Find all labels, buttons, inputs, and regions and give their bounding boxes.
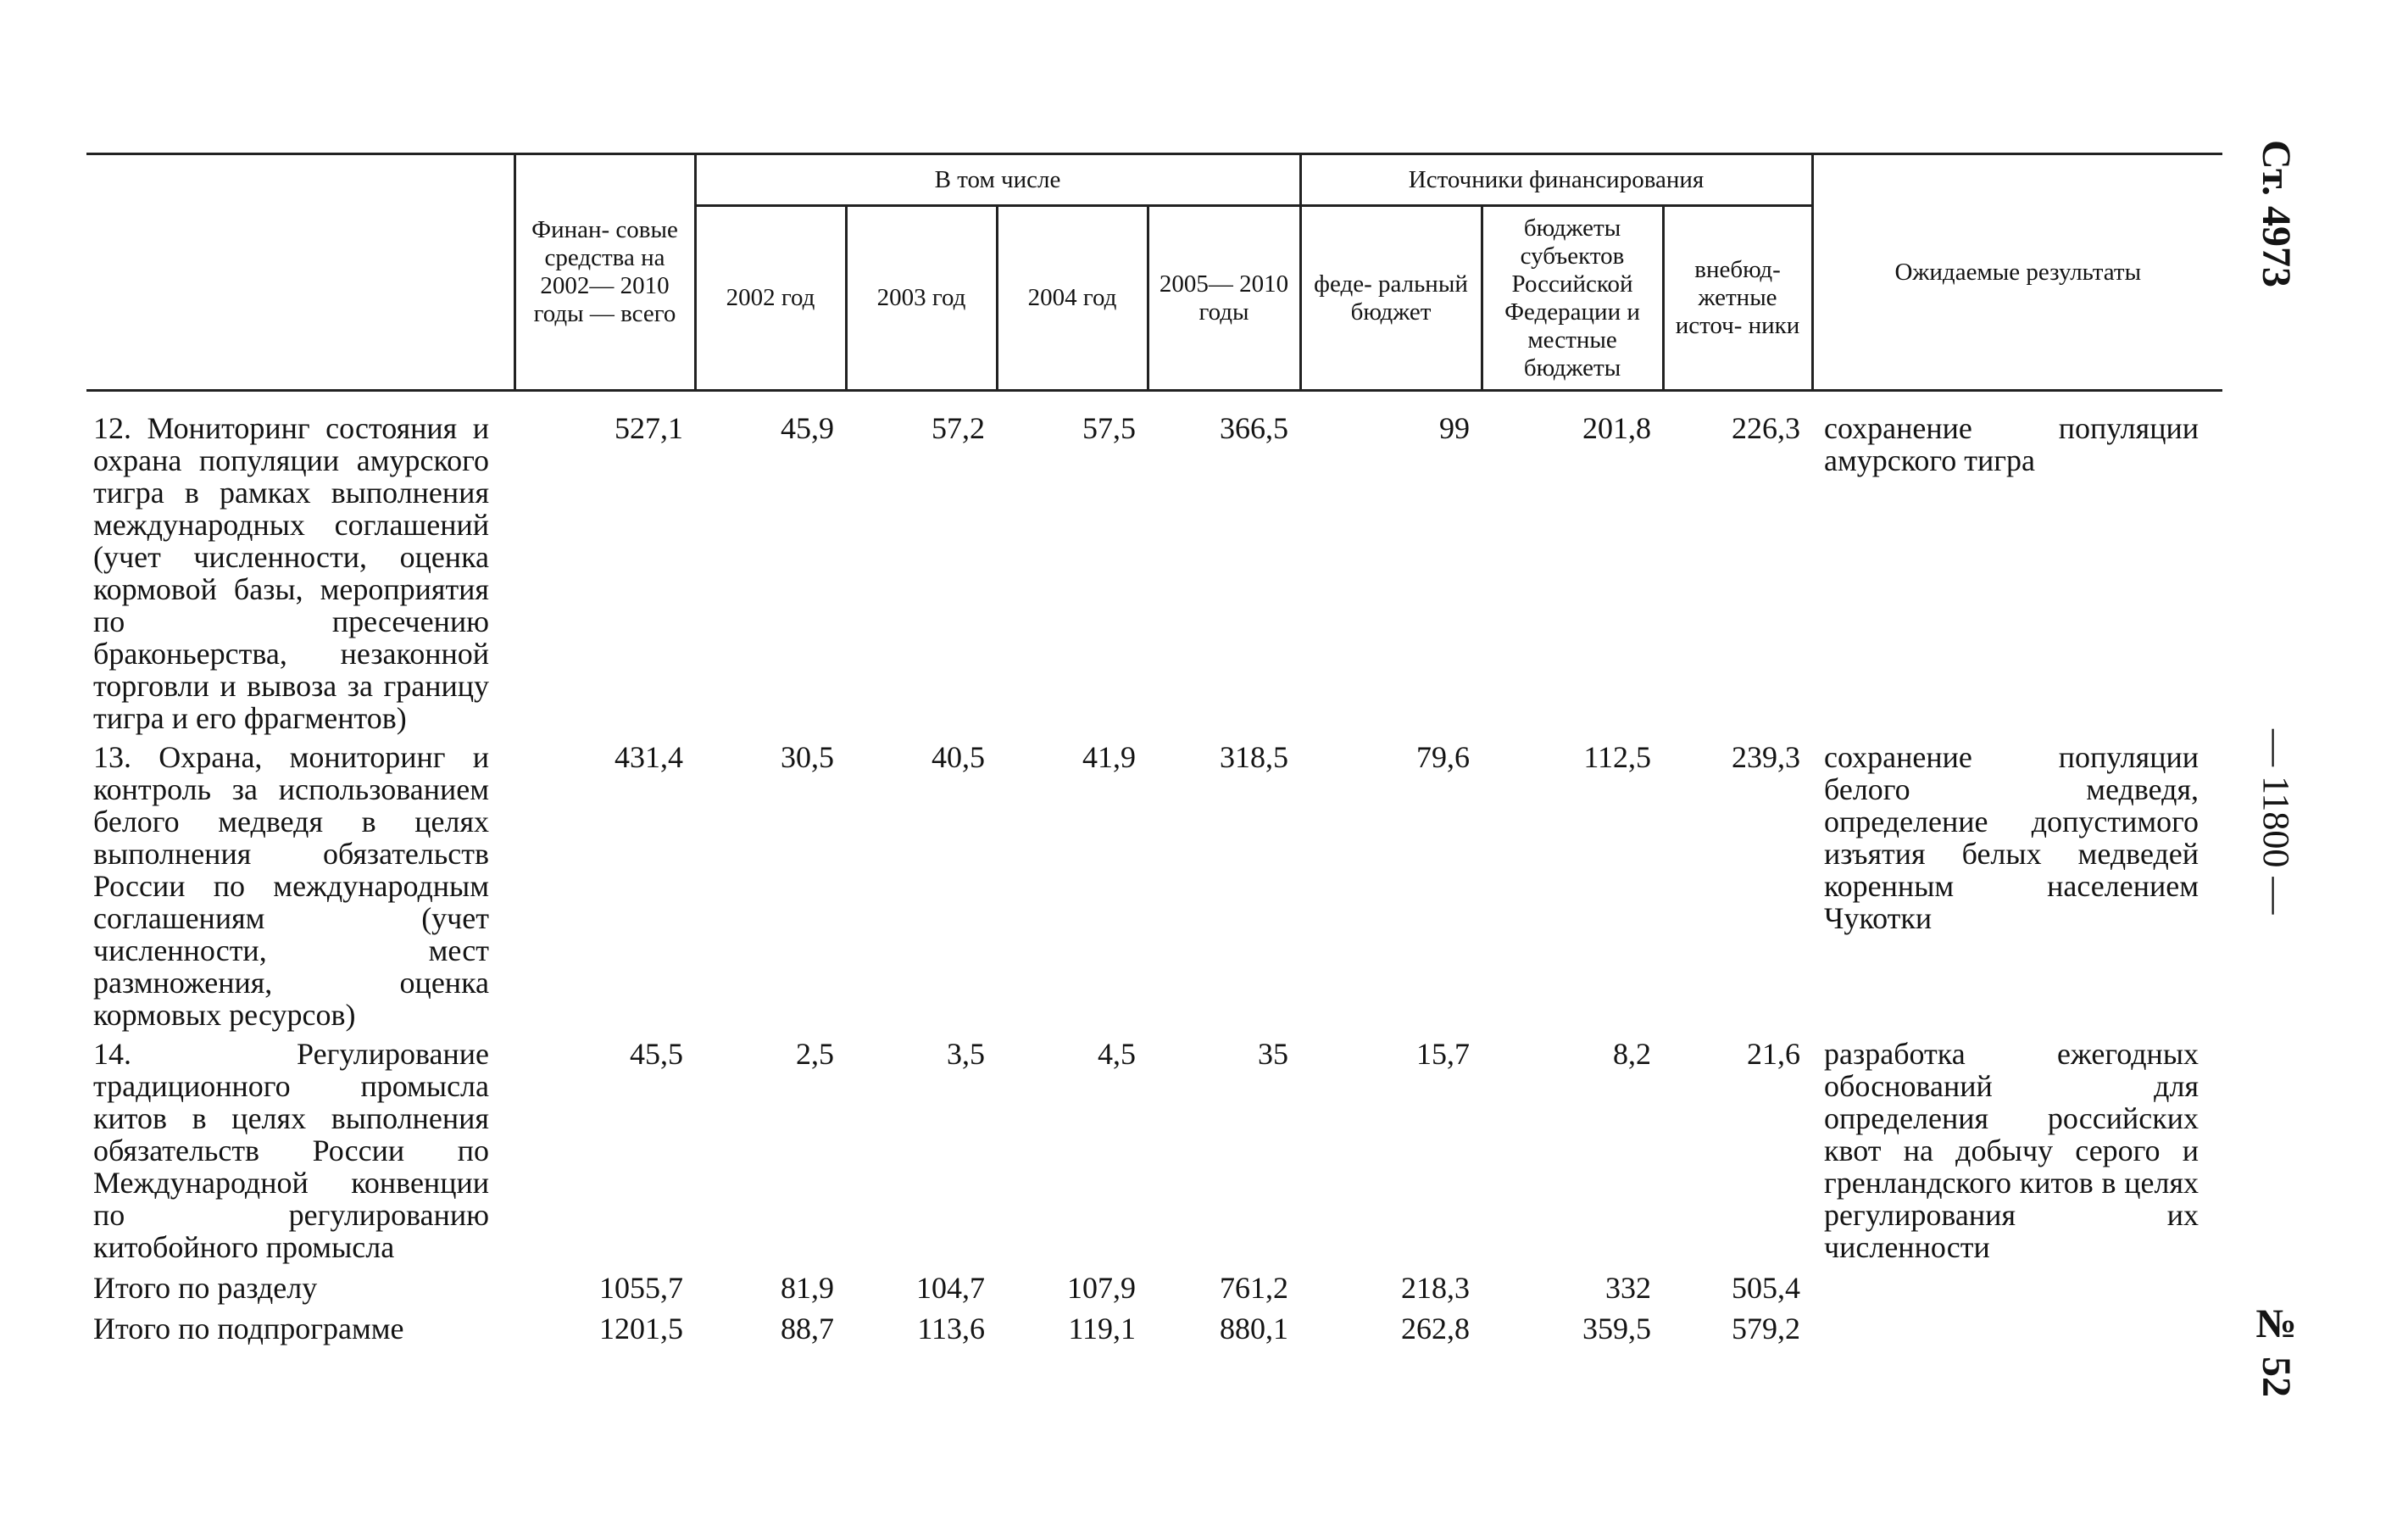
cell-2003: 57,2	[932, 411, 985, 445]
cell-total: 431,4	[615, 740, 683, 774]
cell-extra: 505,4	[1732, 1271, 1801, 1305]
cell-total: 45,5	[630, 1037, 683, 1071]
cell-2005-2010: 761,2	[1220, 1271, 1289, 1305]
table-row	[86, 741, 2222, 1038]
cell-2005-2010: 880,1	[1220, 1312, 1289, 1345]
cell-result-empty	[1812, 1270, 2222, 1311]
header-regional-budgets: бюджеты субъектов Российской Федерации и местные бюджеты	[1482, 206, 1663, 391]
table-row	[86, 1038, 2222, 1270]
total-row-section	[86, 1270, 2222, 1311]
cell-2004: 119,1	[1068, 1312, 1136, 1345]
cell-federal: 262,8	[1401, 1312, 1471, 1345]
cell-2004: 41,9	[1082, 740, 1136, 774]
cell-2005-2010: 366,5	[1220, 411, 1289, 445]
header-year-2003: 2003 год	[846, 206, 997, 391]
cell-2002: 88,7	[781, 1312, 834, 1345]
total-row-subprogram	[86, 1311, 2222, 1351]
header-blank-cell	[86, 154, 514, 391]
cell-result: сохранение популяции амурского тигра	[1824, 411, 2199, 477]
cell-result: разработка ежегодных обоснований для определения российских квот на добычу серого и гренландского китов в целях регулирования их численности	[1824, 1037, 2199, 1264]
cell-2002: 45,9	[781, 411, 834, 445]
cell-2004: 107,9	[1067, 1271, 1136, 1305]
cell-2004: 4,5	[1098, 1037, 1136, 1071]
cell-extra: 21,6	[1747, 1037, 1801, 1071]
cell-total: 1201,5	[599, 1312, 683, 1345]
header-including-group: В том числе	[695, 154, 1300, 206]
cell-regional: 359,5	[1582, 1312, 1652, 1345]
table-row	[86, 412, 2222, 741]
total-label: Итого по разделу	[93, 1271, 318, 1305]
cell-extra: 226,3	[1732, 411, 1801, 445]
cell-result: сохранение популяции белого медведя, определение допустимого изъятия белых медведей коренным населением Чукотки	[1824, 740, 2199, 935]
row-description: 12. Мониторинг состояния и охрана популяции амурского тигра в рамках выполнения международных соглашений (учет численности, оценка кормовой базы, мероприятия по пресечению браконьерства, незаконной торговли и вывоза за границу тигра и его фрагментов)	[93, 411, 489, 735]
financing-table	[86, 153, 2222, 1351]
cell-regional: 8,2	[1613, 1037, 1652, 1071]
cell-2002: 30,5	[781, 740, 834, 774]
cell-2002: 2,5	[796, 1037, 834, 1071]
header-extra-budget: внебюд- жетные источ- ники	[1663, 206, 1812, 391]
cell-2003: 40,5	[932, 740, 985, 774]
cell-federal: 79,6	[1416, 740, 1471, 774]
cell-result-empty	[1812, 1311, 2222, 1351]
total-label: Итого по подпрограмме	[93, 1312, 404, 1345]
cell-2003: 113,6	[917, 1312, 985, 1345]
cell-federal: 99	[1439, 411, 1471, 445]
header-sources-group: Источники финансирования	[1300, 154, 1812, 206]
cell-2005-2010: 318,5	[1220, 740, 1289, 774]
cell-extra: 239,3	[1732, 740, 1801, 774]
cell-2003: 104,7	[916, 1271, 985, 1305]
cell-regional: 201,8	[1582, 411, 1652, 445]
cell-2004: 57,5	[1082, 411, 1136, 445]
cell-total: 1055,7	[599, 1271, 683, 1305]
page-reference: Ст. 4973	[2254, 140, 2299, 287]
header-years-2005-2010: 2005— 2010 годы	[1148, 206, 1300, 391]
table-header	[86, 154, 2222, 391]
header-total-funds: Финан- совые средства на 2002— 2010 годы — всего	[514, 154, 695, 391]
cell-total: 527,1	[615, 411, 683, 445]
header-federal-budget: феде- ральный бюджет	[1300, 206, 1482, 391]
cell-2003: 3,5	[947, 1037, 985, 1071]
issue-number: № 52	[2254, 1301, 2299, 1397]
cell-regional: 112,5	[1583, 740, 1652, 774]
header-year-2002: 2002 год	[695, 206, 846, 391]
cell-2005-2010: 35	[1258, 1037, 1289, 1071]
page-number: — 11800 —	[2255, 729, 2297, 915]
cell-extra: 579,2	[1732, 1312, 1801, 1345]
table-body	[86, 391, 2222, 1352]
header-expected-results: Ожидаемые результаты	[1812, 154, 2222, 391]
row-description: 13. Охрана, мониторинг и контроль за использованием белого медведя в целях выполнения обязательств России по международным соглашениям (учет численности, мест размножения, оценка кормовых ресурсов)	[93, 740, 489, 1032]
cell-2002: 81,9	[781, 1271, 834, 1305]
cell-federal: 15,7	[1416, 1037, 1471, 1071]
header-year-2004: 2004 год	[997, 206, 1148, 391]
row-description: 14. Регулирование традиционного промысла китов в целях выполнения обязательств России по Международной конвенции по регулированию китобойного промысла	[93, 1037, 489, 1264]
cell-regional: 332	[1605, 1271, 1652, 1305]
cell-federal: 218,3	[1401, 1271, 1471, 1305]
